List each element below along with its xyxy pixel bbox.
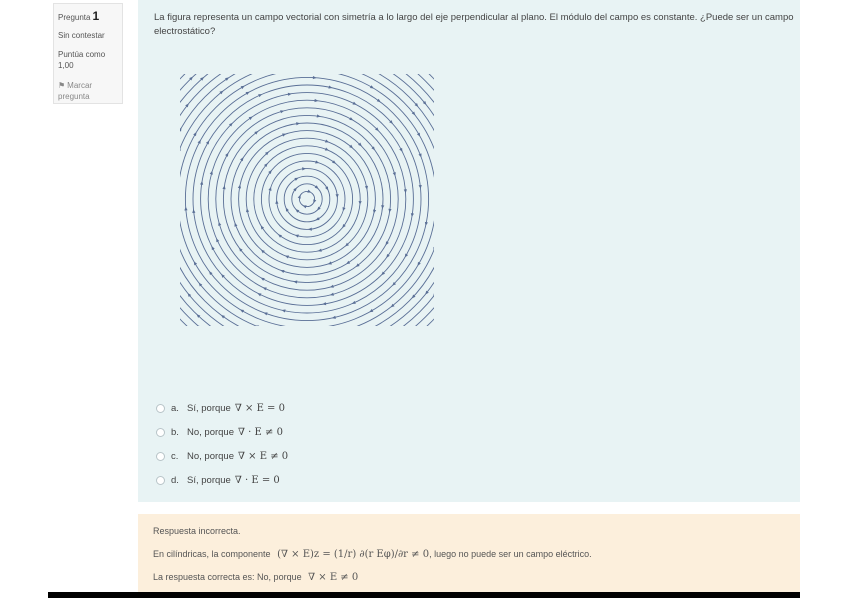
field-arrow bbox=[336, 194, 340, 198]
field-arrow bbox=[325, 140, 330, 144]
option-formula: ∇ · E = 0 bbox=[234, 474, 280, 486]
field-arrow bbox=[312, 199, 316, 204]
field-arrow bbox=[296, 122, 300, 126]
field-arrow bbox=[239, 308, 244, 313]
flag-icon: ⚑ bbox=[58, 81, 66, 90]
field-line bbox=[193, 85, 421, 313]
field-arrow bbox=[225, 152, 230, 157]
field-arrow bbox=[257, 292, 262, 297]
field-arrow bbox=[285, 64, 289, 66]
radio-button[interactable] bbox=[156, 476, 165, 485]
field-line bbox=[261, 153, 352, 244]
field-line bbox=[180, 64, 434, 334]
field-arrow bbox=[263, 311, 268, 315]
option-formula: ∇ · E ≠ 0 bbox=[238, 426, 283, 438]
field-arrow bbox=[308, 228, 312, 232]
field-arrow bbox=[329, 285, 334, 289]
radio-button[interactable] bbox=[156, 452, 165, 461]
field-line bbox=[180, 64, 434, 334]
feedback-explanation: En cilíndricas, la componente (∇ × E)z = (1/r) ∂(r Eφ)/∂r ≠ 0, luego no puede ser un campo eléctrico. bbox=[153, 549, 592, 560]
field-arrow bbox=[359, 64, 364, 67]
field-arrow bbox=[349, 117, 354, 122]
field-arrow bbox=[314, 99, 318, 103]
bottom-divider bbox=[48, 592, 800, 598]
field-arrow bbox=[294, 176, 299, 181]
field-arrow bbox=[403, 253, 408, 258]
question-text: La figura representa un campo vectorial con simetría a lo largo del eje perpendicular al plano. El módulo del campo es constante. ¿Puede ser un campo electrostático? bbox=[154, 12, 794, 37]
field-arrow bbox=[381, 205, 385, 209]
field-arrow bbox=[238, 64, 243, 65]
field-arrow bbox=[280, 269, 285, 273]
field-arrow bbox=[315, 217, 320, 222]
field-arrow bbox=[370, 85, 375, 90]
answer-option-d[interactable]: d. Sí, porque ∇ · E = 0 bbox=[156, 468, 288, 492]
question-score: Puntúa como 1,00 bbox=[58, 50, 106, 70]
answer-option-a[interactable]: a. Sí, porque ∇ × E = 0 bbox=[156, 396, 288, 420]
field-arrow bbox=[325, 332, 329, 334]
field-arrow bbox=[210, 245, 215, 250]
field-arrow bbox=[280, 109, 285, 113]
question-status: Sin contestar bbox=[58, 31, 105, 40]
field-arrow bbox=[192, 260, 197, 265]
field-line bbox=[223, 115, 390, 282]
field-line bbox=[277, 169, 338, 230]
field-arrow bbox=[233, 222, 237, 227]
answer-options bbox=[156, 396, 288, 492]
field-arrow bbox=[246, 90, 251, 95]
field-arrow bbox=[358, 201, 361, 205]
field-line bbox=[180, 64, 434, 334]
field-arrow bbox=[353, 333, 358, 334]
field-arrow bbox=[206, 140, 211, 145]
field-arrow bbox=[399, 148, 404, 153]
field-arrow bbox=[418, 153, 422, 158]
field-arrow bbox=[302, 167, 306, 171]
field-arrow bbox=[275, 200, 279, 204]
field-arrow bbox=[419, 185, 423, 189]
field-arrow bbox=[387, 64, 392, 65]
field-arrow bbox=[241, 84, 246, 89]
field-arrow bbox=[355, 70, 360, 74]
field-arrow bbox=[260, 276, 265, 281]
field-line bbox=[180, 64, 434, 334]
feedback-panel bbox=[138, 514, 800, 594]
field-arrow bbox=[327, 261, 332, 265]
field-arrow bbox=[254, 324, 259, 328]
field-arrow bbox=[384, 241, 389, 246]
field-arrow bbox=[404, 189, 407, 193]
field-arrow bbox=[217, 221, 221, 226]
field-arrow bbox=[325, 186, 330, 191]
field-line bbox=[246, 138, 368, 260]
flag-question-link[interactable]: ⚑ Marcar pregunta bbox=[58, 81, 93, 101]
field-arrow bbox=[258, 93, 263, 97]
field-arrow bbox=[325, 148, 330, 152]
field-arrow bbox=[393, 172, 397, 177]
radio-button[interactable] bbox=[156, 428, 165, 437]
field-arrow bbox=[351, 301, 356, 305]
field-arrow bbox=[262, 286, 267, 291]
field-arrow bbox=[352, 102, 357, 107]
field-arrow bbox=[416, 262, 421, 267]
field-line bbox=[216, 108, 398, 290]
field-line bbox=[299, 191, 314, 206]
field-arrow bbox=[302, 204, 307, 208]
field-arrow bbox=[198, 139, 203, 144]
field-line bbox=[201, 93, 414, 306]
question-info bbox=[53, 3, 123, 104]
question-formulation bbox=[138, 0, 800, 502]
field-line bbox=[284, 176, 330, 222]
field-arrow bbox=[368, 309, 373, 314]
field-line bbox=[269, 161, 345, 237]
field-arrow bbox=[210, 170, 214, 175]
field-arrow bbox=[192, 209, 196, 213]
feedback-result: Respuesta incorrecta. bbox=[153, 526, 241, 536]
answer-option-b[interactable]: b. No, porque ∇ · E ≠ 0 bbox=[156, 420, 288, 444]
field-arrow bbox=[345, 261, 350, 266]
field-line bbox=[185, 77, 428, 320]
field-line bbox=[180, 64, 434, 334]
field-arrow bbox=[313, 76, 317, 79]
field-arrow bbox=[215, 237, 219, 242]
field-arrow bbox=[306, 68, 310, 71]
field-line bbox=[180, 64, 434, 334]
field-arrow bbox=[184, 206, 187, 210]
field-arrow bbox=[371, 333, 376, 334]
field-arrow bbox=[284, 207, 289, 212]
answer-option-c[interactable]: c. No, porque ∇ × E ≠ 0 bbox=[156, 444, 288, 468]
field-line bbox=[254, 146, 360, 252]
field-arrow bbox=[307, 190, 312, 194]
vector-field-figure bbox=[180, 64, 434, 334]
field-arrow bbox=[304, 327, 308, 330]
feedback-correct-answer: La respuesta correcta es: No, porque ∇ × E ≠ 0 bbox=[153, 572, 359, 583]
field-arrow bbox=[298, 194, 302, 199]
field-line bbox=[180, 70, 434, 328]
question-number: Pregunta 1 bbox=[58, 9, 100, 23]
field-arrow bbox=[284, 254, 289, 258]
field-arrow bbox=[282, 132, 287, 136]
field-arrow bbox=[193, 131, 198, 136]
option-formula: ∇ × E = 0 bbox=[234, 402, 285, 414]
field-line bbox=[239, 131, 376, 268]
field-arrow bbox=[417, 133, 422, 138]
radio-button[interactable] bbox=[156, 404, 165, 413]
option-formula: ∇ × E ≠ 0 bbox=[238, 450, 289, 462]
